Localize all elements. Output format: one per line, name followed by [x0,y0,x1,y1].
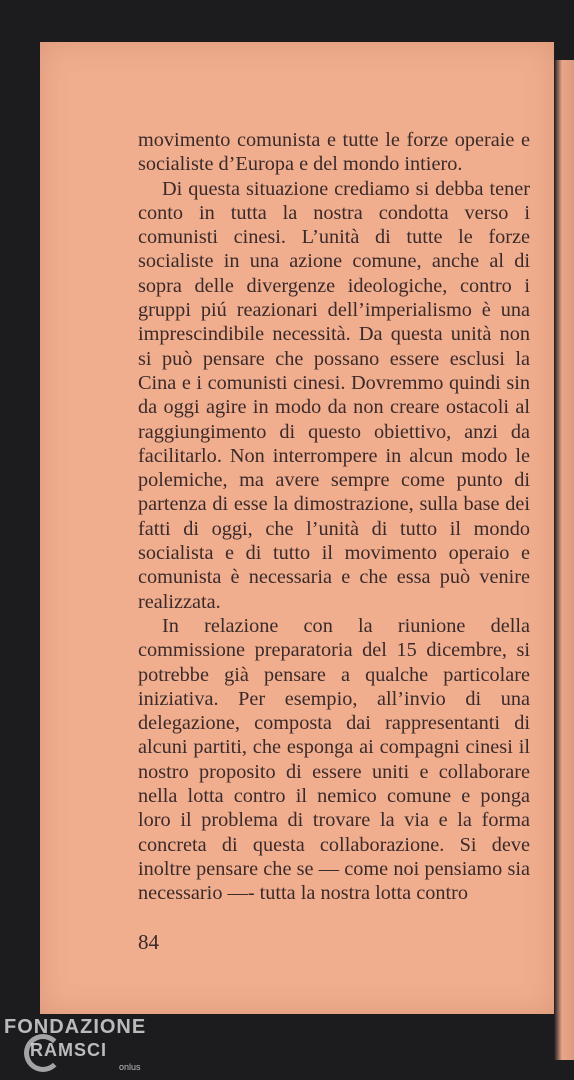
body-text [138,128,530,906]
paragraph-1: movimento comunista e tutte le forze operaie e socialiste d’Europa e del mondo intiero. [138,129,530,176]
watermark-line-1: FONDAZIONE [4,1016,147,1038]
watermark-line-3: onlus [119,1062,141,1072]
watermark-line-2: RAMSCI [30,1040,107,1060]
paragraph-3: In relazione con la riunione della commissione preparatoria del 15 dicembre, si potrebbe già pensare a qualche particolare iniziativa. Per esempio, all’invio di una delegazione, composta dai rappresentanti di alcuni partiti, che esponga ai compagni cinesi il nostro proposito di essere uniti e collaborare nella lotta contro il nemico comune e ponga loro il problema di trovare la via e la forma concreta di questa collaborazione. Si deve inoltre pensare che se — come noi pensiamo sia necessario —- tutta la nostra lotta contro [138,614,530,905]
page-number: 84 [138,930,159,954]
page-edge [554,60,574,1060]
watermark-logo [4,1016,174,1076]
paragraph-2: Di questa situazione crediamo si debba tener conto in tutta la nostra condotta verso i comunisti cinesi. L’unità di tutte le forze socialiste in una azione comune, anche al di sopra delle divergenze ideologiche, contro i gruppi piú reazionari dell’imperialismo è una imprescindibile necessità. Da questa unità non si può pensare che possano essere esclusi la Cina e i comunisti cinesi. Dovremmo quindi sin da oggi agire in modo da non creare ostacoli al raggiungimento di questo obiettivo, anzi da facilitarlo. Non interrompere in alcun modo le polemiche, ma avere sempre come punto di partenza di esse la dimostrazione, sulla base dei fatti di oggi, che l’unità di tutto il mondo socialista e di tutto il movimento operaio e comunista è necessaria e che essa può venire realizzata. [138,177,530,613]
